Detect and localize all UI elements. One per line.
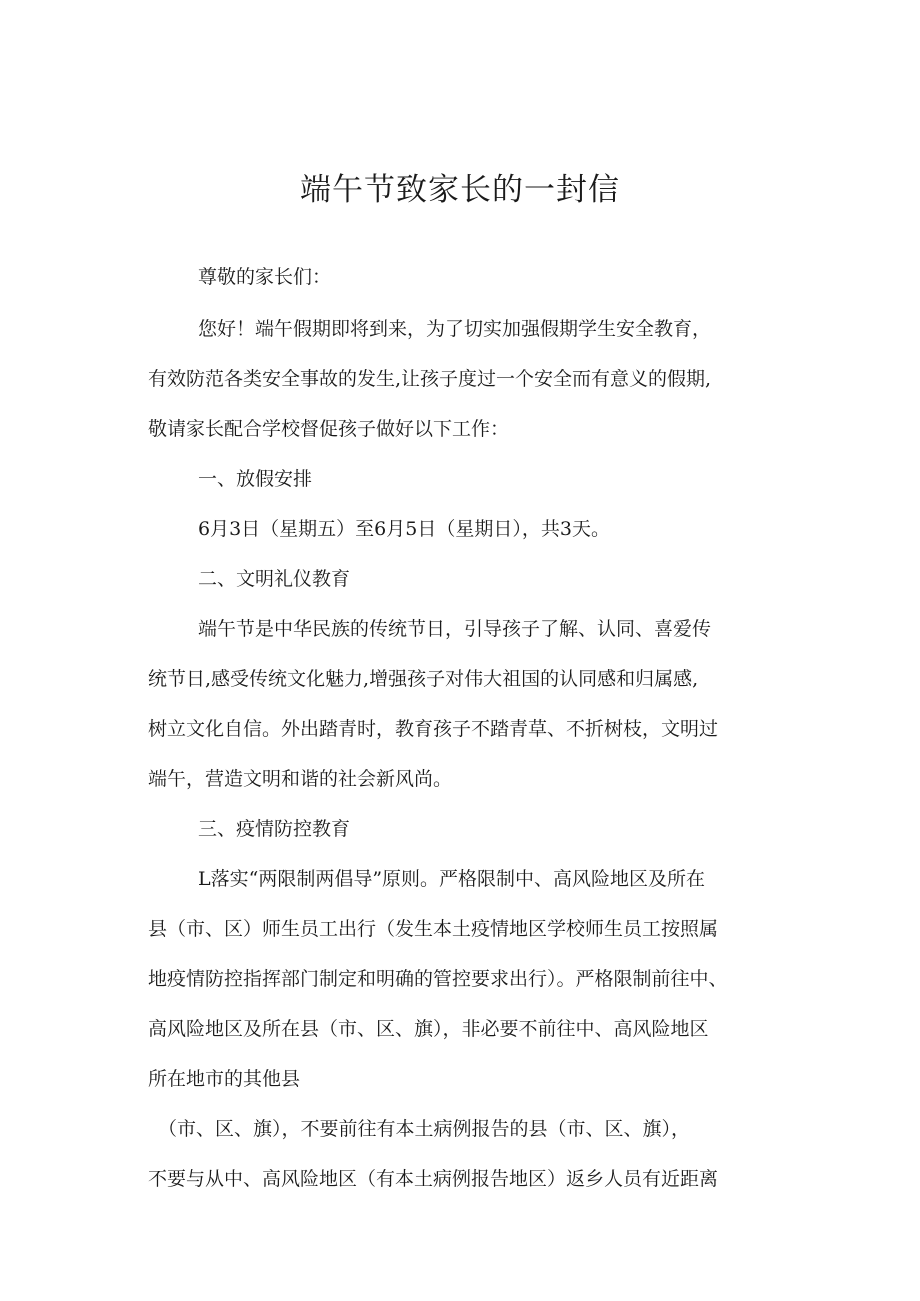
section-heading-3: 三、疫情防控教育 [198, 818, 351, 840]
section-2-line: 树立文化自信。外出踏青时，教育孩子不踏青草、不折树枝，文明过 [148, 718, 719, 740]
section-2-line: 端午节是中华民族的传统节日，引导孩子了解、认同、喜爱传 [198, 618, 712, 640]
section-3-line: 县（市、区）师生员工出行（发生本土疫情地区学校师生员工按照属 [148, 918, 719, 940]
section-3-line: 所在地市的其他县 [148, 1068, 301, 1090]
section-2-line: 统节日,感受传统文化魅力,增强孩子对伟大祖国的认同感和归属感, [148, 668, 699, 690]
section-heading-1: 一、放假安排 [198, 468, 313, 490]
section-3-line: 地疫情防控指挥部门制定和明确的管控要求出行）。严格限制前往中、 [148, 968, 728, 990]
section-1-line: 6月3日（星期五）至6月5日（星期日），共3天。 [198, 518, 610, 540]
intro-line: 您好！端午假期即将到来，为了切实加强假期学生安全教育， [198, 318, 712, 340]
section-3-line: 不要与从中、高风险地区（有本土病例报告地区）返乡人员有近距离 [148, 1168, 719, 1190]
section-3-line: （市、区、旗），不要前往有本土病例报告的县（市、区、旗）， [158, 1118, 691, 1140]
intro-line: 敬请家长配合学校督促孩子做好以下工作： [148, 418, 510, 440]
section-heading-2: 二、文明礼仪教育 [198, 568, 351, 590]
section-3-line: L落实“两限制两倡导”原则。严格限制中、高风险地区及所在 [198, 868, 706, 890]
intro-line: 有效防范各类安全事故的发生,让孩子度过一个安全而有意义的假期, [148, 368, 712, 390]
section-2-line: 端午，营造文明和谐的社会新风尚。 [148, 768, 453, 790]
greeting: 尊敬的家长们： [198, 266, 332, 288]
document-title: 端午节致家长的一封信 [300, 172, 620, 208]
section-3-line: 高风险地区及所在县（市、区、旗），非必要不前往中、高风险地区 [148, 1018, 709, 1040]
